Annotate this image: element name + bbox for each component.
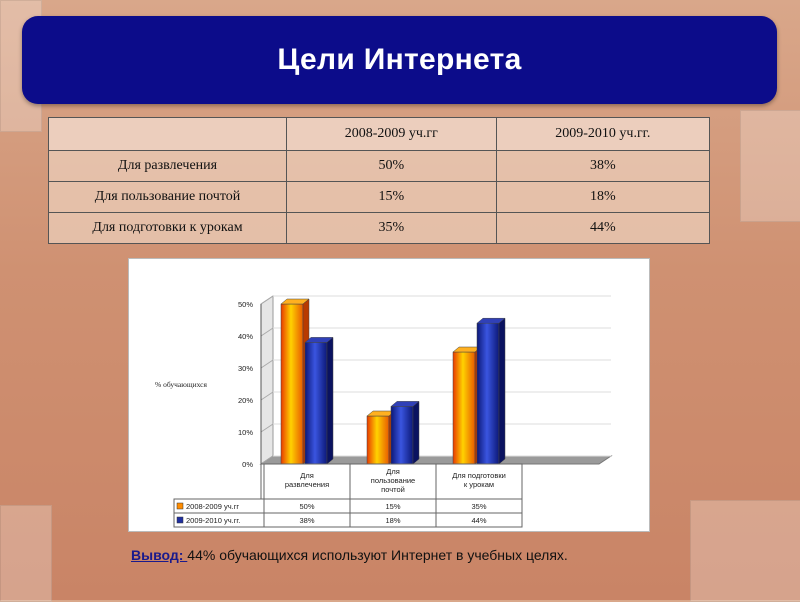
x-tick-label: к урокам [463, 480, 495, 489]
y-axis-label: % обучающихся [155, 380, 207, 389]
conclusion-body: 44% обучающихся используют Интернет в учебных целях. [187, 547, 568, 563]
bar [367, 416, 389, 464]
y-tick-label: 30% [237, 364, 253, 373]
y-tick-label: 10% [237, 428, 253, 437]
table-cell: 35% [287, 213, 497, 244]
x-tick-label: почтой [381, 485, 405, 494]
y-tick-label: 50% [237, 300, 253, 309]
data-label: 38% [299, 516, 315, 525]
x-tick-label: пользование [370, 476, 416, 485]
data-table [48, 117, 710, 244]
table-row [49, 182, 710, 213]
bar-side [413, 401, 419, 464]
background-shape [0, 505, 52, 602]
bar-side [499, 318, 505, 464]
bar-chart [129, 259, 649, 531]
legend-label: 2009-2010 уч.гг. [186, 516, 241, 525]
title-banner [22, 16, 777, 104]
table-row [49, 151, 710, 182]
table-header-cell: 2009-2010 уч.гг. [496, 118, 709, 151]
chart-container [128, 258, 650, 532]
table-header-row [49, 118, 710, 151]
conclusion-lead: Вывод: [131, 547, 188, 563]
y-tick-label: 0% [242, 460, 253, 469]
table-cell: Для подготовки к урокам [49, 213, 287, 244]
table-cell: 50% [287, 151, 497, 182]
background-shape [690, 500, 800, 602]
x-tick-label: Для подготовки [452, 471, 506, 480]
legend-swatch [177, 503, 183, 509]
table-cell: 15% [287, 182, 497, 213]
legend-swatch [177, 517, 183, 523]
x-tick-label: развлечения [284, 480, 330, 489]
conclusion-text [131, 546, 651, 564]
table-cell: Для развлечения [49, 151, 287, 182]
table-cell: 38% [496, 151, 709, 182]
table-cell: 18% [496, 182, 709, 213]
data-label: 35% [471, 502, 487, 511]
chart-side-wall [261, 296, 273, 464]
y-tick-label: 40% [237, 332, 253, 341]
bar [453, 352, 475, 464]
table-header-cell: 2008-2009 уч.гг [287, 118, 497, 151]
background-shape [740, 110, 800, 222]
table-row [49, 213, 710, 244]
table-cell: 44% [496, 213, 709, 244]
data-label: 18% [385, 516, 401, 525]
x-tick-label: Для [386, 467, 400, 476]
page-title: Цели Интернета [277, 43, 522, 76]
table-header-cell [49, 118, 287, 151]
legend-label: 2008-2009 уч.гг [186, 502, 240, 511]
table-cell: Для пользование почтой [49, 182, 287, 213]
bar [477, 323, 499, 464]
y-tick-label: 20% [237, 396, 253, 405]
data-label: 44% [471, 516, 487, 525]
bar [305, 342, 327, 464]
x-tick-label: Для [300, 471, 314, 480]
bar [281, 304, 303, 464]
data-label: 50% [299, 502, 315, 511]
data-label: 15% [385, 502, 401, 511]
bar-side [327, 337, 333, 464]
bar [391, 406, 413, 464]
